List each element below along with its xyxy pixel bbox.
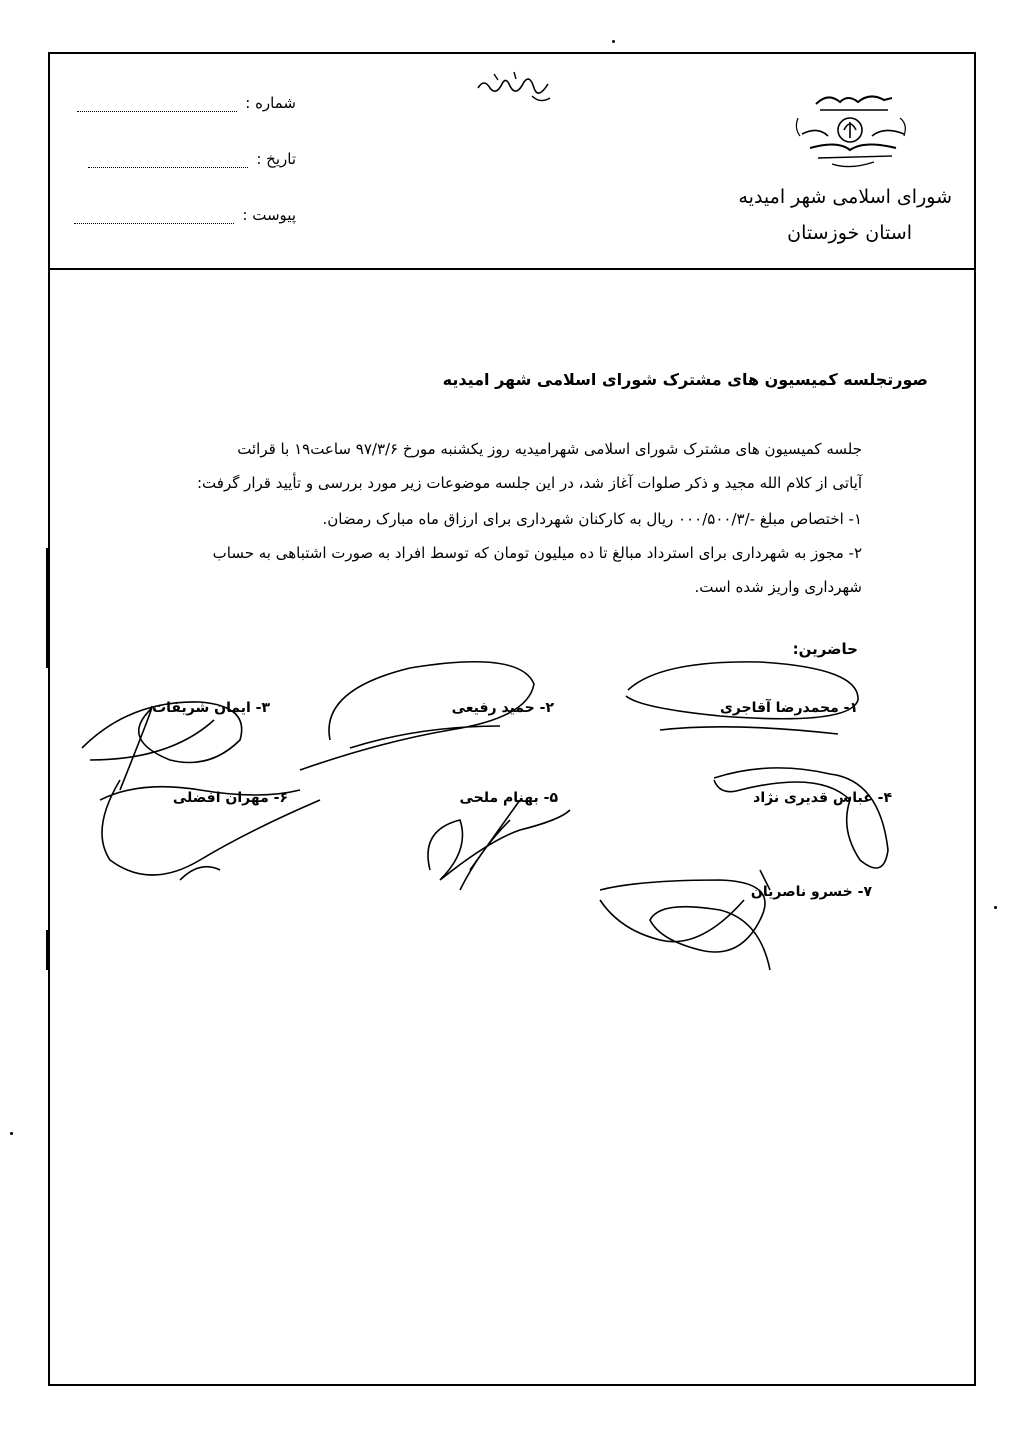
attendee-name: ۱- محمدرضا آقاجری [719,700,858,716]
attachment-field [74,206,296,224]
intro-line-1: جلسه کمیسیون های مشترک شورای اسلامی شهرامیدیه روز یکشنبه مورخ ۹۷/۳/۶ ساعت۱۹ با قرائت [237,440,862,458]
date-line [88,155,248,168]
attachment-label: پیوست : [242,206,296,224]
attendee-name: ۶- مهران افضلی [172,790,288,806]
attendee-name: ۷- خسرو ناصریان [750,884,872,900]
attendee-name: ۵- بهنام ملحی [459,790,558,806]
agenda-item-2-line-2: شهرداری واریز شده است. [694,578,862,596]
attendee-name: ۳- ایمان شریفات [152,700,270,716]
scan-speck [994,906,997,909]
council-name: شورای اسلامی شهر امیدیه [738,186,952,208]
agenda-item-2-line-1: ۲- مجوز به شهرداری برای استرداد مبالغ تا ده میلیون تومان که توسط افراد به صورت اشتباهی به حساب [212,544,862,562]
agenda-item-1: ۱- اختصاص مبلغ -/۰۰۰/۵۰۰/۳ ریال به کارکنان شهرداری برای ارزاق ماه مبارک رمضان. [322,510,862,528]
number-label: شماره : [245,94,296,112]
attendees-label: حاضرین: [792,640,858,658]
date-field [88,150,296,168]
scan-speck [10,1132,13,1135]
attendee-name: ۲- حمید رفیعی [451,700,554,716]
number-field [77,94,296,112]
number-line [77,99,237,112]
attendee-name: ۴- عباس قدیری نژاد [753,790,892,806]
scan-edge-mark [46,930,49,970]
attachment-line [74,211,234,224]
scan-edge-mark [46,548,49,668]
basmala-calligraphy [470,70,560,110]
date-label: تاریخ : [256,150,296,168]
province-name: استان خوزستان [787,222,912,244]
minutes-title: صورتجلسه کمیسیون های مشترک شورای اسلامی شهر امیدیه [442,370,928,389]
council-emblem-logo [788,88,918,174]
scan-speck [612,40,615,43]
header-divider [48,268,976,270]
document-frame [48,52,976,1386]
intro-line-2: آیاتی از کلام الله مجید و ذکر صلوات آغاز شد، در این جلسه موضوعات زیر مورد بررسی و تأیید قرار گرفت: [196,474,862,492]
